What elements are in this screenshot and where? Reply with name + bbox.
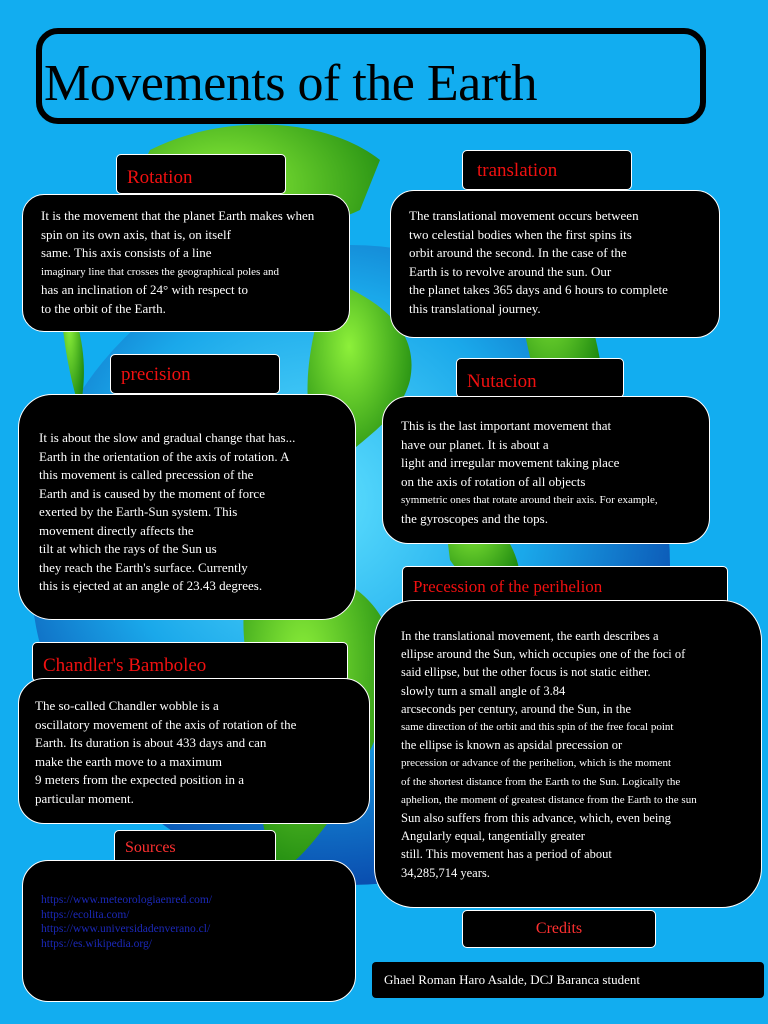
rotation-line: to the orbit of the Earth. [41, 300, 166, 316]
nutacion-line: on the axis of rotation of all objects [401, 473, 586, 489]
rotation-line: It is the movement that the planet Earth makes when [41, 208, 315, 223]
precision-line: they reach the Earth's surface. Currently [39, 559, 248, 575]
translation-line: two celestial bodies when the first spins its [409, 226, 632, 242]
chandler-line: oscillatory movement of the axis of rotation of the [35, 716, 297, 732]
perihelion-line: arcseconds per century, around the Sun, in the [401, 701, 632, 716]
perihelion-heading: Precession of the perihelion [402, 566, 728, 606]
source-link[interactable]: https://ecolita.com/ [41, 908, 130, 921]
precision-line: this is ejected at an angle of 23.43 degrees. [39, 578, 263, 593]
translation-line: the planet takes 365 days and 6 hours to complete [409, 282, 668, 297]
perihelion-line: slowly turn a small angle of 3.84 [401, 683, 566, 698]
credits-text: Ghael Roman Haro Asalde, DCJ Baranca student [372, 962, 764, 998]
perihelion-line: precession or advance of the perihelion, which is the moment [401, 757, 672, 770]
precision-line: Earth in the orientation of the axis of rotation. A [39, 448, 290, 464]
translation-text-box [390, 190, 720, 338]
perihelion-line: Sun also suffers from this advance, which, even being [401, 811, 671, 826]
nutacion-text-box [382, 396, 710, 544]
nutacion-line: This is the last important movement that [401, 418, 612, 433]
perihelion-line: of the shortest distance from the Earth to the Sun. Logically the [401, 775, 681, 788]
precision-line: Earth and is caused by the moment of force [39, 485, 265, 501]
chandler-line: 9 meters from the expected position in a [35, 772, 245, 787]
chandler-line: Earth. Its duration is about 433 days and can [35, 735, 267, 750]
precision-line: tilt at which the rays of the Sun us [39, 541, 217, 556]
perihelion-line: 34,285,714 years. [401, 865, 490, 880]
rotation-line: imaginary line that crosses the geographical poles and [41, 265, 279, 278]
translation-heading: translation [462, 150, 632, 190]
chandler-heading: Chandler's Bamboleo [32, 642, 348, 682]
rotation-line: spin on its own axis, that is, on itself [41, 226, 231, 242]
precision-line: this movement is called precession of the [39, 467, 254, 482]
chandler-text-box [18, 678, 370, 824]
rotation-line: has an inclination of 24° with respect to [41, 282, 249, 297]
rotation-line: same. This axis consists of a line [41, 245, 212, 260]
source-link[interactable]: https://www.meteorologiaenred.com/ [41, 894, 213, 906]
perihelion-line: same direction of the orbit and this spin of the free focal point [401, 721, 674, 734]
nutacion-line: the gyroscopes and the tops. [401, 510, 548, 526]
translation-line: The translational movement occurs between [409, 208, 639, 223]
chandler-line: make the earth move to a maximum [35, 753, 222, 769]
perihelion-line: aphelion, the moment of greatest distance from the Earth to the sun [401, 793, 697, 806]
page-title: Movements of the Earth [44, 55, 537, 112]
perihelion-line: Angularly equal, tangentially greater [401, 829, 585, 844]
translation-line: orbit around the second. In the case of the [409, 245, 627, 260]
nutacion-line: symmetric ones that rotate around their axis. For example, [401, 494, 658, 506]
translation-line: this translational journey. [409, 300, 541, 316]
sources-box [22, 860, 356, 1002]
credits-heading: Credits [462, 910, 656, 948]
chandler-line: The so-called Chandler wobble is a [35, 698, 219, 713]
perihelion-text-box [374, 600, 762, 908]
perihelion-line: ellipse around the Sun, which occupies one of the foci of [401, 647, 686, 662]
source-link[interactable]: https://es.wikipedia.org/ [41, 937, 152, 950]
precision-line: exerted by the Earth-Sun system. This [39, 504, 238, 519]
rotation-heading: Rotation [116, 154, 286, 194]
perihelion-line: In the translational movement, the earth describes a [401, 629, 659, 643]
nutacion-line: have our planet. It is about a [401, 436, 549, 452]
precision-heading: precision [110, 354, 280, 394]
translation-line: Earth is to revolve around the sun. Our [409, 263, 612, 279]
source-link[interactable]: https://www.universidadenverano.cl/ [41, 923, 211, 935]
precision-line: It is about the slow and gradual change that has... [39, 430, 296, 445]
nutacion-heading: Nutacion [456, 358, 624, 398]
perihelion-line: said ellipse, but the other focus is not static either. [401, 665, 651, 680]
rotation-text-box [22, 194, 350, 332]
chandler-line: particular moment. [35, 790, 134, 806]
nutacion-line: light and irregular movement taking place [401, 455, 620, 470]
precision-line: movement directly affects the [39, 522, 194, 538]
perihelion-line: still. This movement has a period of about [401, 847, 612, 862]
precision-text-box [18, 394, 356, 620]
perihelion-line: the ellipse is known as apsidal precession or [401, 738, 623, 753]
sources-heading: Sources [114, 830, 276, 866]
